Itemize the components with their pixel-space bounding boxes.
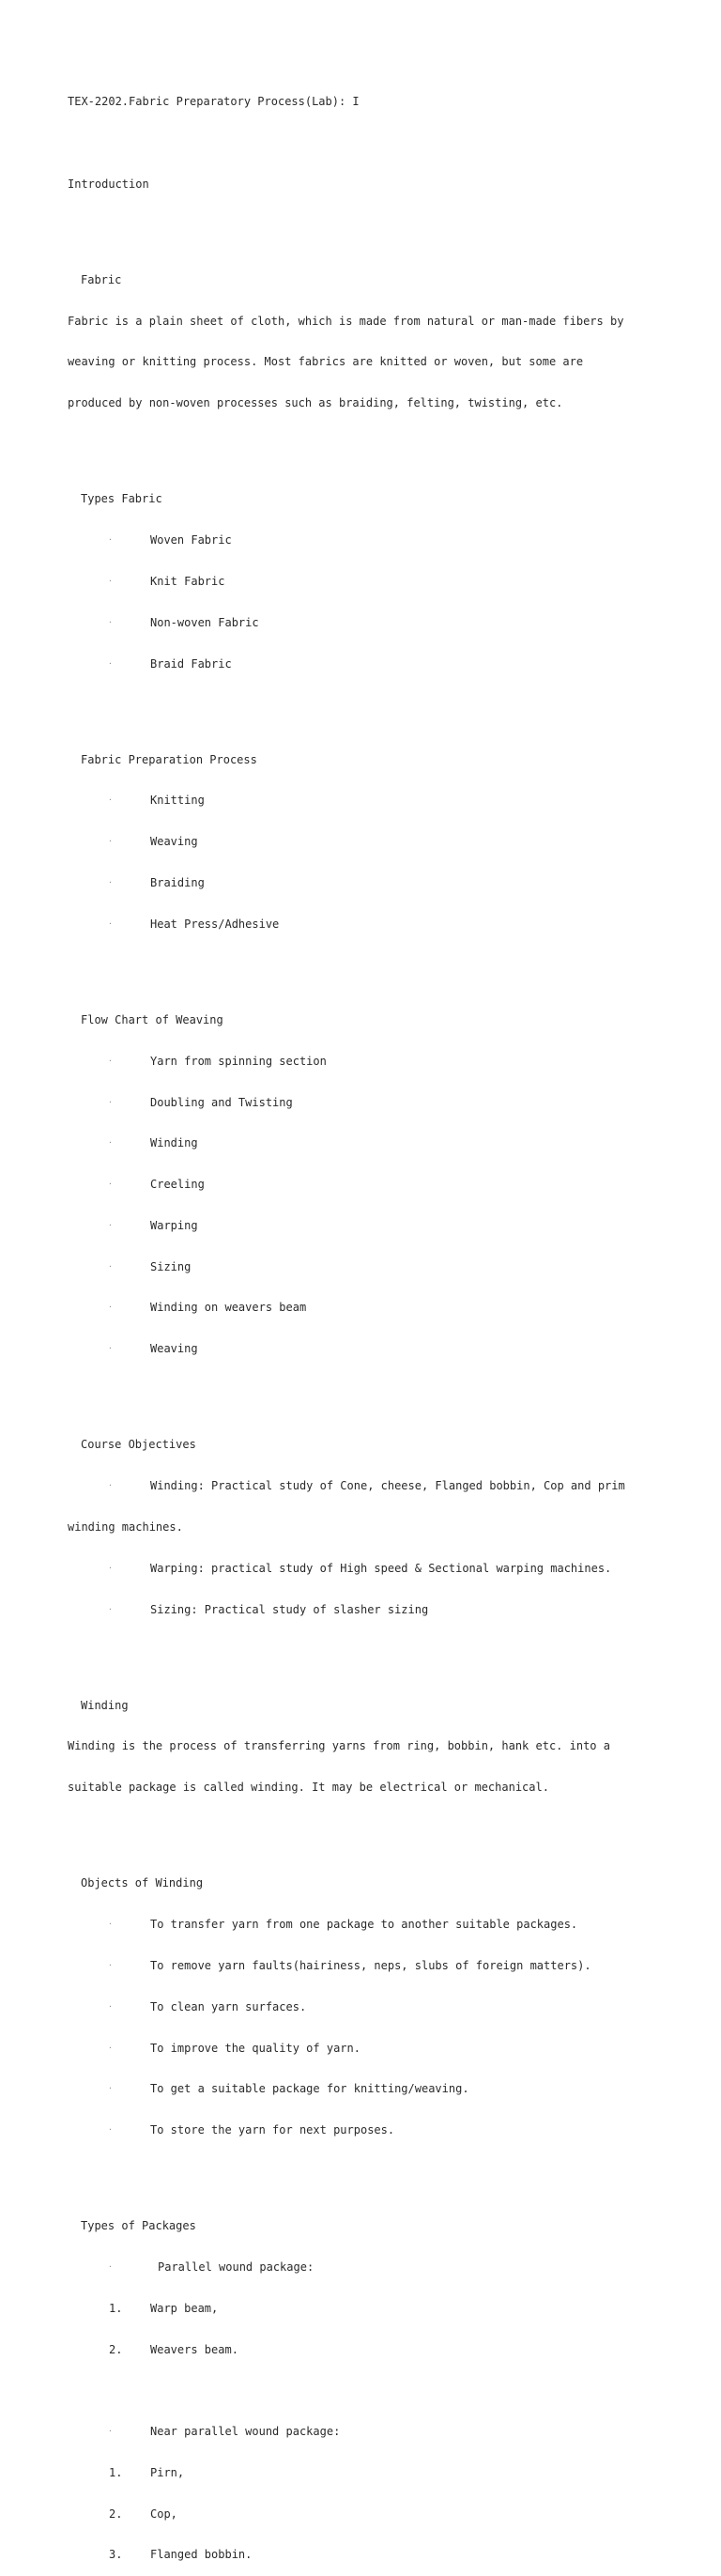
list-item-continuation: winding machines. bbox=[68, 1519, 183, 1534]
list-item: · Parallel wound package: bbox=[108, 2260, 314, 2274]
bullet-icon: · bbox=[108, 658, 113, 668]
list-item: · Woven Fabric bbox=[108, 533, 232, 548]
introduction-heading: Introduction bbox=[68, 177, 149, 191]
bullet-icon: · bbox=[108, 795, 113, 805]
numbered-item: 1. Pirn, bbox=[109, 2465, 185, 2479]
list-item: · Knit Fabric bbox=[108, 574, 225, 588]
winding-heading: Winding bbox=[81, 1698, 129, 1712]
bullet-icon: · bbox=[108, 535, 113, 545]
bullet-icon: · bbox=[108, 2043, 113, 2052]
fabric-paragraph-line: Fabric is a plain sheet of cloth, which is made from natural or man-made fibers by bbox=[68, 314, 624, 328]
preparation-heading: Fabric Preparation Process bbox=[81, 752, 257, 766]
list-item: · Winding bbox=[108, 1136, 198, 1150]
fabric-paragraph-line: weaving or knitting process. Most fabrics are knitted or woven, but some are bbox=[68, 355, 584, 369]
bullet-icon: · bbox=[108, 1344, 113, 1353]
bullet-icon: · bbox=[108, 2001, 113, 2011]
bullet-icon: · bbox=[108, 1920, 113, 1929]
bullet-icon: · bbox=[108, 1481, 113, 1490]
packages-heading: Types of Packages bbox=[81, 2219, 196, 2233]
list-item: · Non-woven Fabric bbox=[108, 615, 259, 629]
winding-paragraph-line: suitable package is called winding. It may be electrical or mechanical. bbox=[68, 1781, 549, 1795]
objectives-heading: Course Objectives bbox=[81, 1438, 196, 1452]
list-item: · Winding: Practical study of Cone, cheese, Flanged bobbin, Cop and prim bbox=[108, 1479, 625, 1493]
list-item: · Knitting bbox=[108, 794, 205, 808]
list-item: · Braiding bbox=[108, 876, 205, 890]
list-item: · To get a suitable package for knitting/weaving. bbox=[108, 2082, 469, 2096]
list-item: · Doubling and Twisting bbox=[108, 1095, 293, 1109]
bullet-icon: · bbox=[108, 2125, 113, 2135]
list-item: · Winding on weavers beam bbox=[108, 1301, 307, 1315]
bullet-icon: · bbox=[108, 918, 113, 928]
list-item: · Warping bbox=[108, 1218, 198, 1232]
list-item: · To clean yarn surfaces. bbox=[108, 1999, 307, 2013]
flow-chart-heading: Flow Chart of Weaving bbox=[81, 1012, 223, 1026]
bullet-icon: · bbox=[108, 617, 113, 626]
list-item: · To improve the quality of yarn. bbox=[108, 2041, 360, 2055]
bullet-icon: · bbox=[108, 1180, 113, 1189]
bullet-icon: · bbox=[108, 1138, 113, 1148]
objects-winding-heading: Objects of Winding bbox=[81, 1876, 204, 1890]
list-item: · Creeling bbox=[108, 1178, 205, 1192]
list-item: · Sizing: Practical study of slasher sizing bbox=[108, 1602, 429, 1616]
bullet-icon: · bbox=[108, 878, 113, 887]
document-page bbox=[68, 68, 659, 2576]
document-title: TEX-2202.Fabric Preparatory Process(Lab): I bbox=[68, 95, 360, 109]
winding-paragraph-line: Winding is the process of transferring yarns from ring, bobbin, hank etc. into a bbox=[68, 1739, 610, 1753]
list-item: · To remove yarn faults(hairiness, neps, slubs of foreign matters). bbox=[108, 1958, 591, 1972]
list-item: · Warping: practical study of High speed & Sectional warping machines. bbox=[108, 1561, 612, 1575]
list-item: · Sizing bbox=[108, 1259, 192, 1273]
types-fabric-heading: Types Fabric bbox=[81, 492, 162, 506]
bullet-icon: · bbox=[108, 1604, 113, 1613]
bullet-icon: · bbox=[108, 576, 113, 585]
bullet-icon: · bbox=[108, 1303, 113, 1312]
fabric-paragraph-line: produced by non-woven processes such as braiding, felting, twisting, etc. bbox=[68, 396, 563, 410]
bullet-icon: · bbox=[108, 1220, 113, 1229]
list-item: · Weaving bbox=[108, 1342, 198, 1356]
bullet-icon: · bbox=[108, 2262, 113, 2271]
list-item: · Braid Fabric bbox=[108, 656, 232, 671]
list-item: · Yarn from spinning section bbox=[108, 1054, 327, 1068]
numbered-item: 3. Flanged bobbin. bbox=[109, 2548, 253, 2562]
bullet-icon: · bbox=[108, 1563, 113, 1572]
bullet-icon: · bbox=[108, 1261, 113, 1271]
list-item: · Heat Press/Adhesive bbox=[108, 917, 280, 931]
bullet-icon: · bbox=[108, 1097, 113, 1106]
numbered-item: 1. Warp beam, bbox=[109, 2301, 219, 2315]
numbered-item: 2. Weavers beam. bbox=[109, 2342, 238, 2356]
bullet-icon: · bbox=[108, 1056, 113, 1065]
list-item: · Near parallel wound package: bbox=[108, 2425, 341, 2439]
bullet-icon: · bbox=[108, 2084, 113, 2093]
bullet-icon: · bbox=[108, 2427, 113, 2436]
bullet-icon: · bbox=[108, 837, 113, 846]
list-item: · Weaving bbox=[108, 835, 198, 849]
fabric-heading: Fabric bbox=[81, 272, 122, 286]
bullet-icon: · bbox=[108, 1960, 113, 1969]
list-item: · To store the yarn for next purposes. bbox=[108, 2123, 395, 2137]
list-item: · To transfer yarn from one package to another suitable packages. bbox=[108, 1918, 578, 1932]
numbered-item: 2. Cop, bbox=[109, 2507, 177, 2521]
